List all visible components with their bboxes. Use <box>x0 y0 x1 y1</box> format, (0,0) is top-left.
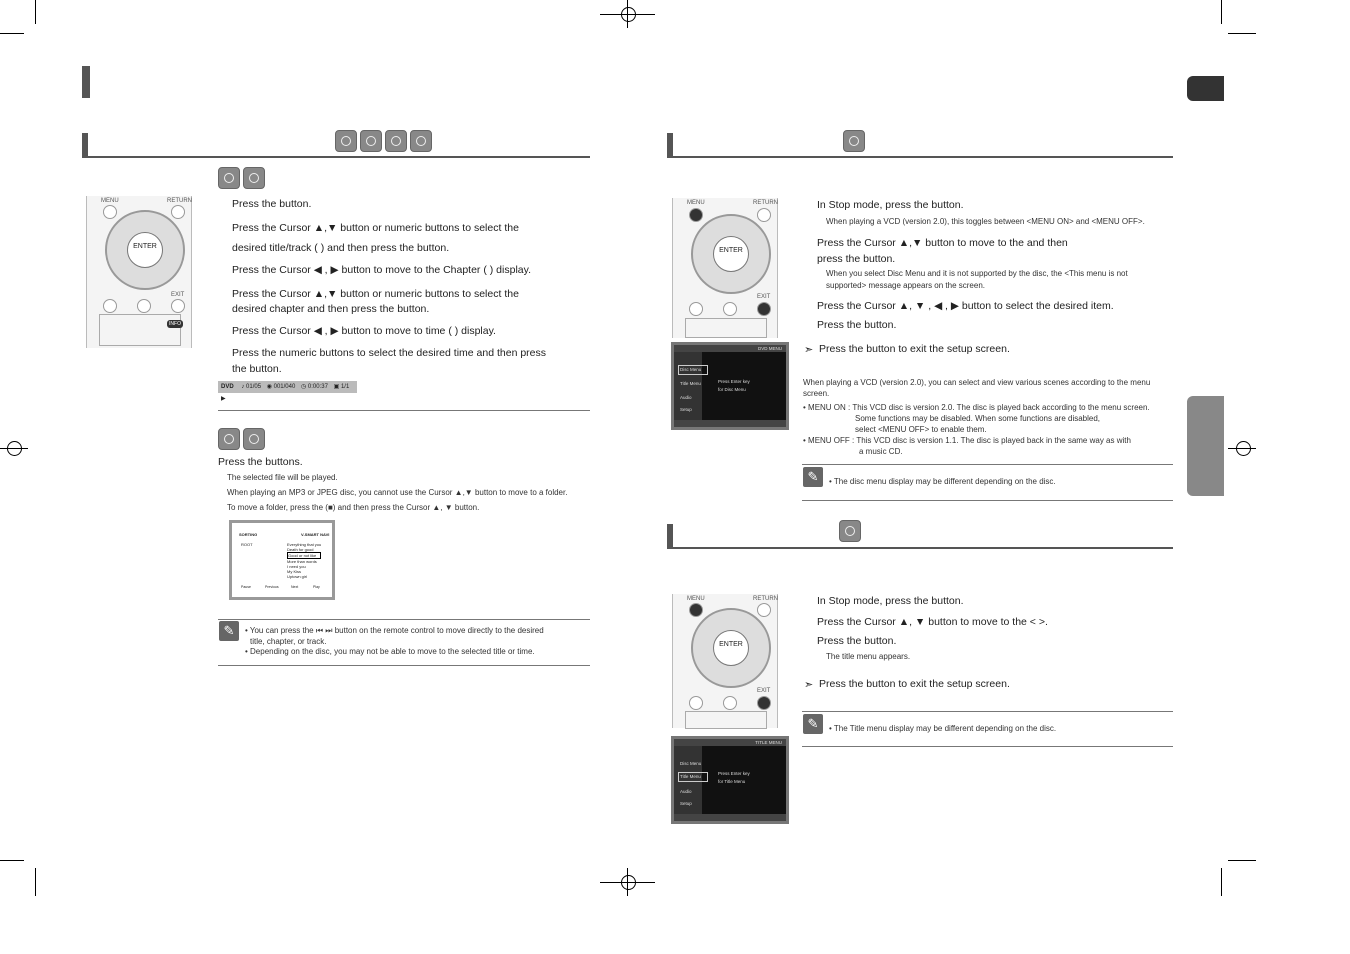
crop-mark <box>35 0 36 24</box>
section-header-bar <box>82 133 88 157</box>
file-browser-screen <box>229 520 335 600</box>
slow-button <box>723 696 737 710</box>
vcd-item: • MENU ON : This VCD disc is version 2.0. The disc is played back according to the menu screen. <box>803 403 1150 412</box>
exit-button <box>757 696 771 710</box>
crop-mark <box>627 0 628 28</box>
note: When playing a VCD (version 2.0), this toggles between <MENU ON> and <MENU OFF>. <box>826 217 1145 226</box>
smart-navi-label: V-SMART NAVI <box>301 532 330 537</box>
osd-item: Title Menu <box>680 774 701 779</box>
crop-mark <box>35 868 36 896</box>
osd-item: Setup <box>680 407 692 412</box>
note: The selected file will be played. <box>227 473 338 482</box>
osd-title: DVD MENU <box>757 346 782 351</box>
osd-item: Title Menu <box>680 381 701 386</box>
crop-mark <box>0 33 24 34</box>
section-header-bar <box>667 524 673 548</box>
vcd-disc-icon <box>243 167 265 189</box>
tip: • You can press the ⏮ ⏭ button on the remote control to move directly to the desired <box>245 626 544 635</box>
tip: • Depending on the disc, you may not be able to move to the selected title or time. <box>245 647 535 656</box>
section-header-bar <box>667 133 673 157</box>
note: To move a folder, press the (■) and then press the Cursor ▲, ▼ button. <box>227 503 480 512</box>
divider <box>218 665 590 666</box>
disc-menu-screen <box>671 342 789 430</box>
play-icon: ▶ <box>221 396 226 402</box>
mp3-disc-icon <box>410 130 432 152</box>
enter-button: ENTER <box>713 630 749 666</box>
note: supported> message appears on the screen. <box>826 281 985 290</box>
return-label: RETURN <box>167 198 192 204</box>
vcd-intro: When playing a VCD (version 2.0), you can select and view various scenes according to the menu <box>803 378 1151 387</box>
tip: title, chapter, or track. <box>250 637 327 646</box>
return-button <box>171 205 185 219</box>
page-number-tab <box>1187 76 1224 101</box>
page-title-bar <box>82 66 90 98</box>
footer-play: Play <box>313 585 320 589</box>
step-2b: press the button. <box>817 253 896 265</box>
dvd-disc-icon <box>218 167 240 189</box>
divider <box>802 711 1173 712</box>
divider <box>802 500 1173 501</box>
file-item: More than words <box>287 559 317 564</box>
crop-mark <box>1228 448 1256 449</box>
remote-control-illustration <box>672 594 778 728</box>
file-item-selected: Good or not like <box>287 552 321 559</box>
step-2: Press the Cursor ▲,▼ button or numeric buttons to select the <box>232 222 519 234</box>
vcd-item: a music CD. <box>859 447 903 456</box>
file-item: I need you <box>287 564 306 569</box>
title-icon: ♪ <box>241 384 245 390</box>
osd-item: Disc Menu <box>680 367 702 372</box>
slow-button <box>723 302 737 316</box>
file-item: Uptown girl <box>287 574 308 579</box>
footer-next: Next <box>291 585 299 589</box>
menu-label: MENU <box>687 596 705 602</box>
step-4b: desired chapter and then press the button. <box>232 303 430 315</box>
root-folder: ROOT <box>241 542 253 547</box>
divider <box>802 746 1173 747</box>
step-exit: Press the button to exit the setup screen. <box>819 343 1010 355</box>
title-menu-screen <box>671 736 789 824</box>
tip: • The disc menu display may be different depending on the disc. <box>829 477 1056 486</box>
menu-button <box>103 205 117 219</box>
exit-label: EXIT <box>757 688 771 694</box>
chapter-side-tab <box>1187 396 1224 496</box>
remote-control-illustration <box>672 198 778 338</box>
exit-label: EXIT <box>757 294 771 300</box>
crop-mark <box>1228 860 1256 861</box>
vcd-item: • MENU OFF : This VCD disc is version 1.1. The disc is played back in the same way as with <box>803 436 1131 445</box>
osd-item: Audio <box>680 395 692 400</box>
exit-button <box>757 302 771 316</box>
dvd-disc-icon <box>335 130 357 152</box>
step-1: In Stop mode, press the button. <box>817 595 964 607</box>
time-icon: ◷ <box>301 384 307 390</box>
note-pencil-icon: ✎ <box>803 467 823 487</box>
osd-time: 0:00:37 <box>307 384 328 390</box>
file-item: Death for good <box>287 547 314 552</box>
step-2b: desired title/track ( ) and then press the button. <box>232 242 450 254</box>
osd-message: Press Enter key <box>718 771 750 776</box>
crop-mark <box>1228 33 1256 34</box>
step-4: Press the button. <box>817 319 897 331</box>
step-1: Press the button. <box>232 198 312 210</box>
exit-label: EXIT <box>171 292 185 298</box>
file-list <box>287 542 321 579</box>
exit-button <box>171 299 185 313</box>
dvd-disc-icon <box>843 130 865 152</box>
step-exit: Press the button to exit the setup screen. <box>819 678 1010 690</box>
note: The title menu appears. <box>826 652 911 661</box>
crop-mark <box>627 868 628 896</box>
file-item: My Kiss <box>287 569 301 574</box>
osd-chapter: 001/040 <box>273 384 296 390</box>
note: When playing an MP3 or JPEG disc, you cannot use the Cursor ▲,▼ button to move to a folder. <box>227 488 568 497</box>
osd-title: TITLE MENU <box>755 740 782 745</box>
osd-item: Audio <box>680 789 692 794</box>
step-5: Press the Cursor ◀ , ▶ button to move to time ( ) display. <box>232 325 496 337</box>
sorting-label: SORTING <box>239 532 258 537</box>
enter-button: ENTER <box>127 232 163 268</box>
note-pencil-icon: ✎ <box>219 621 239 641</box>
osd-disc-type: DVD <box>221 384 234 390</box>
arrow-pointer-icon: ➣ <box>804 679 814 691</box>
jpeg-disc-icon <box>243 428 265 450</box>
menu-label: MENU <box>101 198 119 204</box>
osd-item: Setup <box>680 801 692 806</box>
menu-button <box>689 208 703 222</box>
remote-control-illustration <box>86 196 192 348</box>
info-button: INFO <box>167 320 183 328</box>
step-2: Press the Cursor ▲,▼ button to move to the and then <box>817 237 1068 249</box>
slow-button <box>137 299 151 313</box>
menu-label: MENU <box>687 200 705 206</box>
divider <box>802 464 1173 465</box>
section-header-line <box>82 156 590 158</box>
osd-message: for Disc Menu <box>718 387 746 392</box>
step-4: Press the Cursor ▲,▼ button or numeric buttons to select the <box>232 288 519 300</box>
step-6: Press the numeric buttons to select the desired time and then press <box>232 347 547 359</box>
note-pencil-icon: ✎ <box>803 714 823 734</box>
audio-button <box>103 299 117 313</box>
vcd-item: Some functions may be disabled. When some functions are disabled, <box>855 414 1101 423</box>
return-button <box>757 208 771 222</box>
return-label: RETURN <box>753 596 778 602</box>
step-1: In Stop mode, press the button. <box>817 199 964 211</box>
button-group <box>685 318 767 338</box>
angle-icon: ▣ <box>333 384 340 390</box>
osd-message: Press Enter key <box>718 379 750 384</box>
crop-mark <box>0 448 28 449</box>
crop-mark <box>1221 0 1222 24</box>
divider <box>218 619 590 620</box>
step-3: Press the Cursor ◀ , ▶ button to move to the Chapter ( ) display. <box>232 264 531 276</box>
cd-disc-icon <box>385 130 407 152</box>
divider <box>218 410 590 411</box>
step-play-file: Press the buttons. <box>218 456 303 468</box>
osd-message: for Title Menu <box>718 779 746 784</box>
vcd-intro: screen. <box>803 389 830 398</box>
menu-button <box>689 603 703 617</box>
audio-button <box>689 302 703 316</box>
enter-button: ENTER <box>713 236 749 272</box>
step-2: Press the Cursor ▲, ▼ button to move to the < >. <box>817 616 1048 628</box>
file-item: Everything that you <box>287 542 322 547</box>
step-3: Press the button. <box>817 635 897 647</box>
osd-angle: 1/1 <box>340 384 350 390</box>
footer-pause: Pause <box>241 585 251 589</box>
osd-title: 01/05 <box>246 384 262 390</box>
section-header-line <box>667 156 1173 158</box>
vcd-item: select <MENU OFF> to enable them. <box>855 425 987 434</box>
footer-previous: Previous <box>265 585 279 589</box>
step-6b: the button. <box>232 363 282 375</box>
audio-button <box>689 696 703 710</box>
section-header-line <box>667 547 1173 549</box>
chapter-icon: ◉ <box>266 384 272 390</box>
return-button <box>757 603 771 617</box>
osd-item: Disc Menu <box>680 761 702 766</box>
dvd-disc-icon <box>839 520 861 542</box>
note: When you select Disc Menu and it is not supported by the disc, the <This menu is not <box>826 269 1128 278</box>
button-group <box>99 314 181 346</box>
return-label: RETURN <box>753 200 778 206</box>
arrow-pointer-icon: ➣ <box>804 344 814 356</box>
tip: • The Title menu display may be different depending on the disc. <box>829 724 1057 733</box>
crop-mark <box>0 860 24 861</box>
crop-mark <box>1221 868 1222 896</box>
vcd-disc-icon <box>360 130 382 152</box>
osd-info-bar <box>218 381 357 402</box>
mp3-disc-icon <box>218 428 240 450</box>
step-3: Press the Cursor ▲, ▼ , ◀ , ▶ button to select the desired item. <box>817 300 1114 312</box>
button-group <box>685 711 767 729</box>
